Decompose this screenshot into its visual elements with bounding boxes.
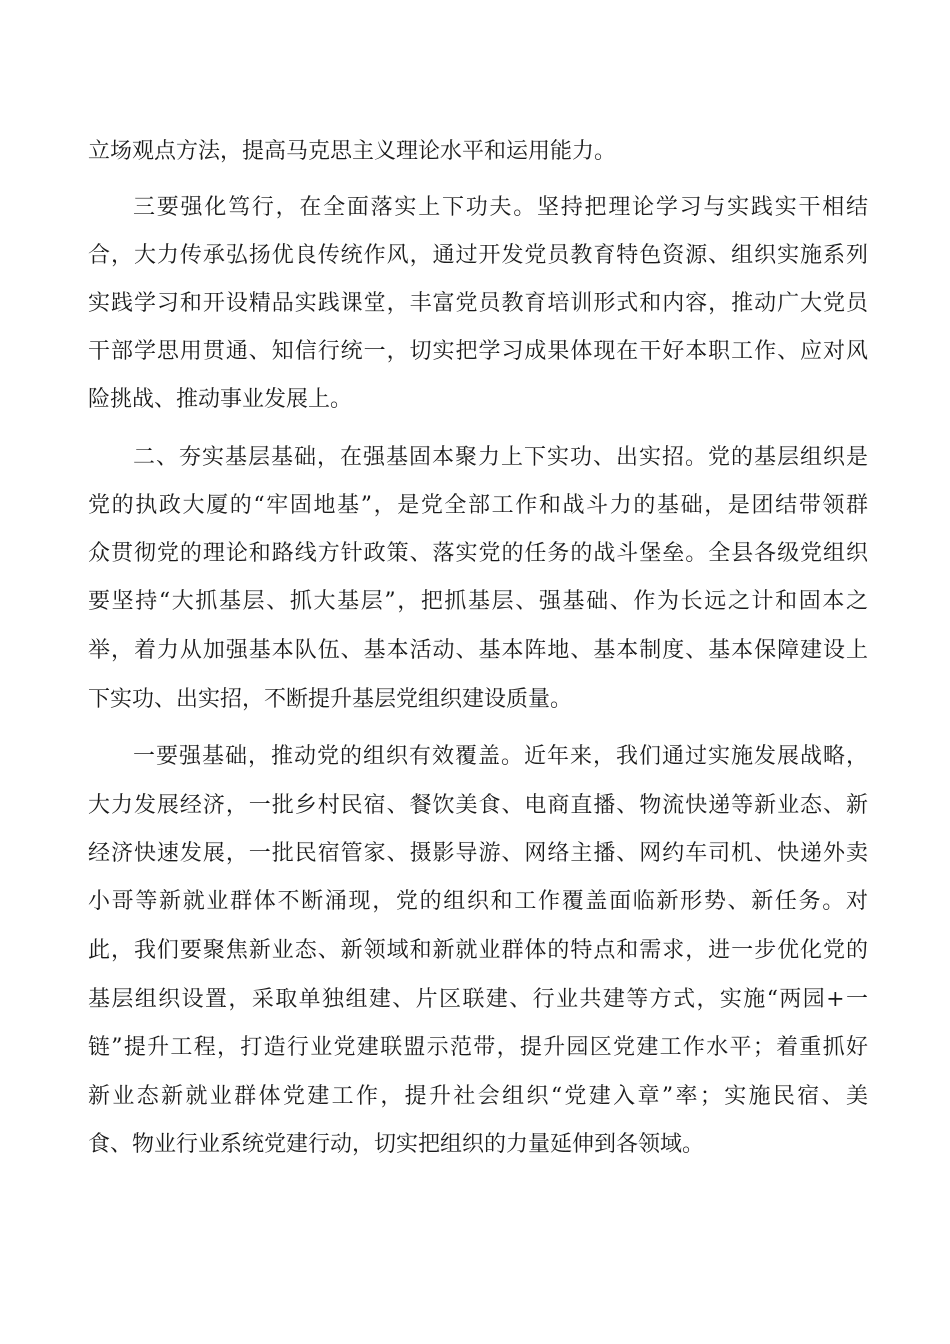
paragraph-3-line-2: 党的执政大厦的“牢固地基”，是党全部工作和战斗力的基础，是团结带领群: [88, 493, 868, 518]
paragraph-2-line-5: 险挑战、推动事业发展上。: [88, 387, 353, 412]
paragraph-2-line-4: 干部学思用贯通、知信行统一，切实把学习成果体现在干好本职工作、应对风: [88, 339, 868, 364]
paragraph-1-line-1: 立场观点方法，提高马克思主义理论水平和运用能力。: [88, 139, 617, 164]
paragraph-2-line-3: 实践学习和开设精品实践课堂，丰富党员教育培训形式和内容，推动广大党员: [88, 291, 868, 316]
paragraph-4-line-6: 基层组织设置，采取单独组建、片区联建、行业共建等方式，实施“两园+一: [88, 987, 868, 1012]
paragraph-4-line-7: 链”提升工程，打造行业党建联盟示范带，提升园区党建工作水平；着重抓好: [88, 1035, 868, 1060]
paragraph-2-line-2: 合，大力传承弘扬优良传统作风，通过开发党员教育特色资源、组织实施系列: [88, 243, 868, 268]
paragraph-4-line-4: 小哥等新就业群体不断涌现，党的组织和工作覆盖面临新形势、新任务。对: [88, 889, 868, 914]
paragraph-3-line-4: 要坚持“大抓基层、抓大基层”，把抓基层、强基础、作为长远之计和固本之: [88, 589, 868, 614]
paragraph-4-line-9: 食、物业行业系统党建行动，切实把组织的力量延伸到各领域。: [88, 1132, 705, 1157]
paragraph-4-line-5: 此，我们要聚焦新业态、新领域和新就业群体的特点和需求，进一步优化党的: [88, 938, 868, 963]
paragraph-3-line-5: 举，着力从加强基本队伍、基本活动、基本阵地、基本制度、基本保障建设上: [88, 638, 868, 663]
paragraph-3-line-6: 下实功、出实招，不断提升基层党组织建设质量。: [88, 687, 573, 712]
paragraph-4-line-3: 经济快速发展，一批民宿管家、摄影导游、网络主播、网约车司机、快递外卖: [88, 841, 868, 866]
paragraph-4-line-2: 大力发展经济，一批乡村民宿、餐饮美食、电商直播、物流快递等新业态、新: [88, 793, 868, 818]
paragraph-3-line-3: 众贯彻党的理论和路线方针政策、落实党的任务的战斗堡垒。全县各级党组织: [88, 541, 868, 566]
paragraph-2-line-1: 三要强化笃行，在全面落实上下功夫。坚持把理论学习与实践实干相结: [133, 195, 868, 220]
paragraph-4-line-8: 新业态新就业群体党建工作，提升社会组织“党建入章”率；实施民宿、美: [88, 1084, 868, 1109]
paragraph-3-line-1: 二、夯实基层基础，在强基固本聚力上下实功、出实招。党的基层组织是: [133, 445, 868, 470]
paragraph-4-line-1: 一要强基础，推动党的组织有效覆盖。近年来，我们通过实施发展战略，: [133, 744, 868, 769]
